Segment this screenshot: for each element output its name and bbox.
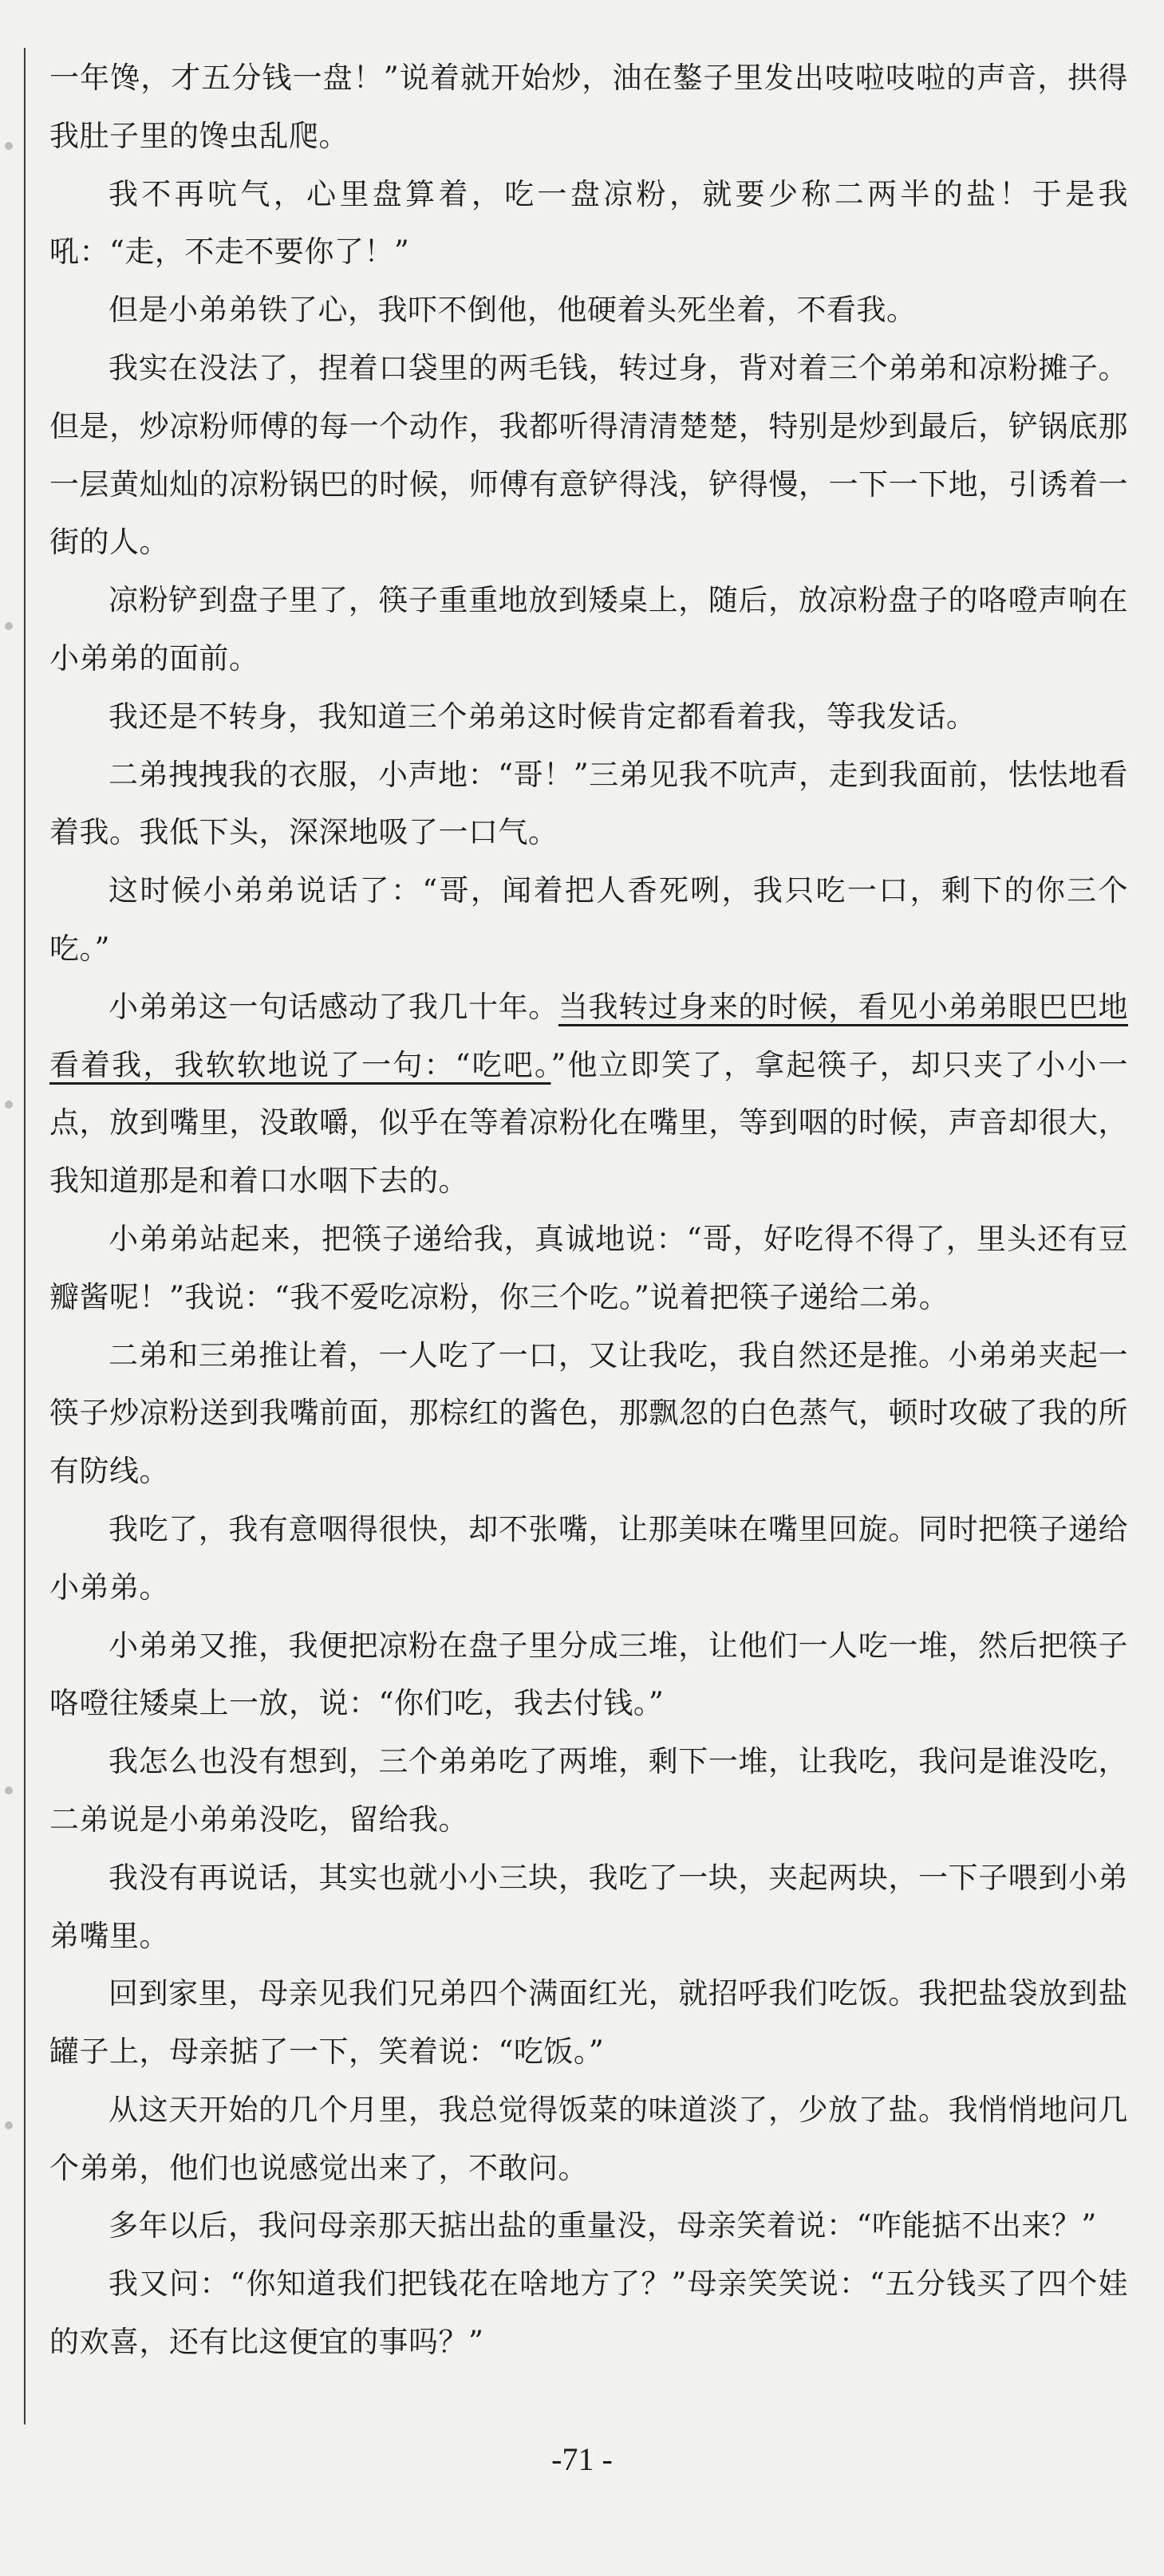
- paragraph: 一年馋，才五分钱一盘！”说着就开始炒，油在鏊子里发出吱啦吱啦的声音，拱得我肚子里的馋虫乱爬。: [49, 61, 1128, 153]
- binding-hole-mark: [5, 2121, 13, 2129]
- paragraph: 从这天开始的几个月里，我总觉得饭菜的味道淡了，少放了盐。我悄悄地问几个弟弟，他们也说感觉出来了，不敢问。: [49, 2092, 1128, 2185]
- story-text: [49, 49, 1128, 2372]
- paragraph: 我没有再说话，其实也就小小三块，我吃了一块，夹起两块，一下子喂到小弟弟嘴里。: [49, 1860, 1128, 1953]
- paragraph: 回到家里，母亲见我们兄弟四个满面红光，就招呼我们吃饭。我把盐袋放到盐罐子上，母亲掂了一下，笑着说：“吃饭。”: [49, 1976, 1128, 2070]
- paragraph: 二弟和三弟推让着，一人吃了一口，又让我吃，我自然还是推。小弟弟夹起一筷子炒凉粉送到我嘴前面，那棕红的酱色，那飘忽的白色蒸气，顿时攻破了我的所有防线。: [49, 1337, 1128, 1489]
- paragraph-text: ”他立即笑了，拿起筷子，却只夹了小小一点，放到嘴里，没敢嚼，似乎在等着凉粉化在嘴里，等到咽的时候，声音却很大，我知道那是和着口水咽下去的。: [49, 1047, 1128, 1199]
- paragraph: 我实在没法了，捏着口袋里的两毛钱，转过身，背对着三个弟弟和凉粉摊子。但是，炒凉粉师傅的每一个动作，我都听得清清楚楚，特别是炒到最后，铲锅底那一层黄灿灿的凉粉锅巴的时候，师傅有意铲得浅，铲得慢，一下一下地，引诱着一街的人。: [49, 350, 1128, 560]
- paragraph: 多年以后，我问母亲那天掂出盐的重量没，母亲笑着说：“咋能掂不出来？”: [109, 2208, 1097, 2243]
- paragraph: 二弟拽拽我的衣服，小声地：“哥！”三弟见我不吭声，走到我面前，怯怯地看着我。我低下头，深深地吸了一口气。: [49, 757, 1128, 850]
- underlined-sentence: 当我转过身来的时候，看见小弟弟眼巴巴地看着我，我软软地说了一句：“吃吧。: [49, 989, 1129, 1082]
- paragraph: 但是小弟弟铁了心，我吓不倒他，他硬着头死坐着，不看我。: [109, 293, 917, 328]
- paragraph-with-underline: [49, 979, 1128, 1211]
- binding-hole-mark: [5, 1101, 13, 1109]
- left-margin-rule: [24, 48, 26, 2424]
- binding-hole-mark: [5, 1786, 13, 1794]
- paragraph: 我还是不转身，我知道三个弟弟这时候肯定都看着我，等我发话。: [109, 699, 977, 734]
- binding-hole-mark: [5, 142, 13, 150]
- paragraph: 我吃了，我有意咽得很快，却不张嘴，让那美味在嘴里回旋。同时把筷子递给小弟弟。: [49, 1511, 1128, 1605]
- paragraph: 我又问：“你知道我们把钱花在啥地方了？”母亲笑笑说：“五分钱买了四个娃的欢喜，还有比这便宜的事吗？”: [49, 2267, 1128, 2360]
- paragraph: 我不再吭气，心里盘算着，吃一盘凉粉，就要少称二两半的盐！于是我吼：“走，不走不要你了！”: [49, 176, 1128, 270]
- paragraph-text: 小弟弟这一句话感动了我几十年。: [109, 989, 558, 1024]
- paragraph: 小弟弟站起来，把筷子递给我，真诚地说：“哥，好吃得不得了，里头还有豆瓣酱呢！”我说：“我不爱吃凉粉，你三个吃。”说着把筷子递给二弟。: [49, 1221, 1128, 1314]
- binding-hole-mark: [5, 622, 13, 630]
- paragraph: 凉粉铲到盘子里了，筷子重重地放到矮桌上，随后，放凉粉盘子的咯噔声响在小弟弟的面前。: [49, 583, 1128, 676]
- page-number: -71 -: [551, 2441, 613, 2477]
- paragraph: 小弟弟又推，我便把凉粉在盘子里分成三堆，让他们一人吃一堆，然后把筷子咯噔往矮桌上一放，说：“你们吃，我去付钱。”: [49, 1628, 1128, 1721]
- paragraph: 这时候小弟弟说话了：“哥，闻着把人香死咧，我只吃一口，剩下的你三个吃。”: [49, 873, 1128, 966]
- paragraph: 我怎么也没有想到，三个弟弟吃了两堆，剩下一堆，让我吃，我问是谁没吃，二弟说是小弟弟没吃，留给我。: [49, 1744, 1128, 1837]
